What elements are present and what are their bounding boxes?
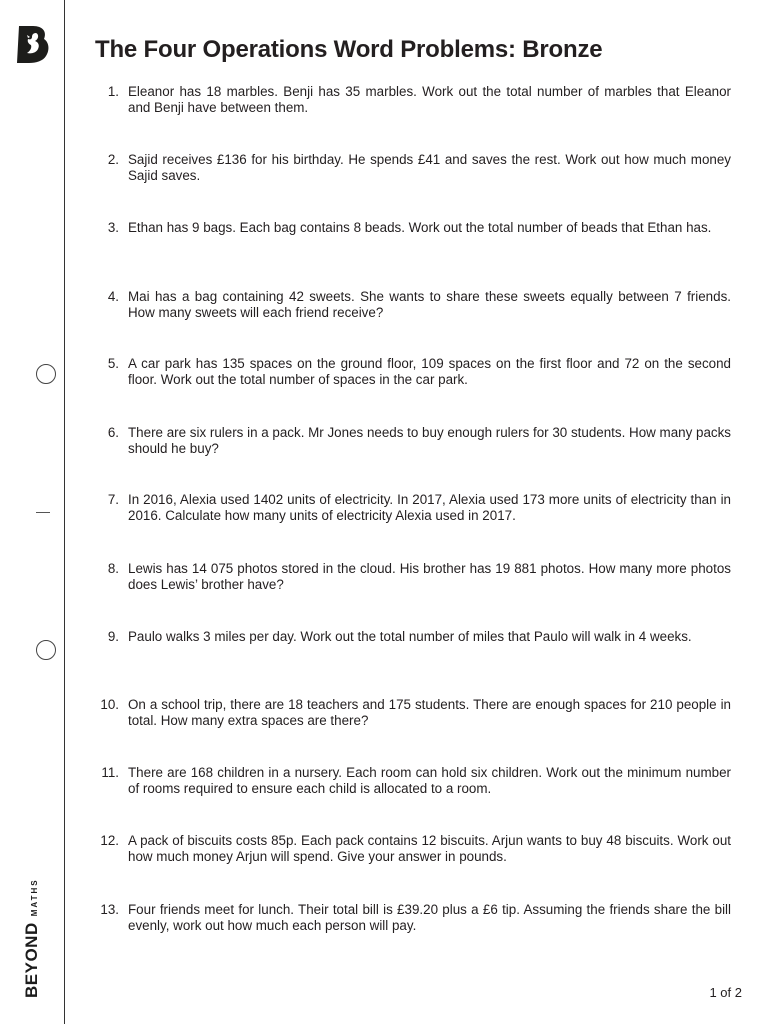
question-number: 11. [101,765,119,780]
question-text: Lewis has 14 075 photos stored in the cloud. His brother has 19 881 photos. How many more photos does Lewis’ brother have? [128,561,731,592]
question-item [90,833,731,865]
question-number: 9. [107,629,119,644]
question-text: Eleanor has 18 marbles. Benji has 35 marbles. Work out the total number of marbles that Eleanor and Benji have between them. [128,84,731,115]
brand-subtitle: MATHS [30,878,39,917]
question-item [90,492,731,524]
question-text: A pack of biscuits costs 85p. Each pack contains 12 biscuits. Arjun wants to buy 48 biscuits. Work out how much money Arjun will spend. Give your answer in pounds. [128,833,731,864]
question-number: 3. [107,220,119,235]
question-item [90,84,731,116]
question-text: Four friends meet for lunch. Their total bill is £39.20 plus a £6 tip. Assuming the friends share the bill evenly, work out how much each person will pay. [128,902,731,933]
question-text: In 2016, Alexia used 1402 units of electricity. In 2017, Alexia used 173 more units of electricity than in 2016. Calculate how many units of electricity Alexia used in 2017. [128,492,731,523]
question-number: 7. [107,492,119,507]
margin-line [64,0,65,1024]
brand-wordmark [22,878,42,998]
punch-hole-marker [36,640,56,660]
question-item [90,629,731,645]
question-item [90,289,731,321]
question-number: 2. [107,152,119,167]
question-number: 4. [107,289,119,304]
question-text: There are 168 children in a nursery. Each room can hold six children. Work out the minimum number of rooms required to ensure each child is allocated to a room. [128,765,731,796]
question-text: Ethan has 9 bags. Each bag contains 8 beads. Work out the total number of beads that Ethan has. [128,220,712,235]
question-item [90,561,731,593]
question-text: Sajid receives £136 for his birthday. He spends £41 and saves the rest. Work out how much money Sajid saves. [128,152,731,183]
page-title: The Four Operations Word Problems: Bronze [95,36,603,63]
question-text: A car park has 135 spaces on the ground floor, 109 spaces on the first floor and 72 on the second floor. Work out the total number of spaces in the car park. [128,356,731,387]
question-item [90,152,731,184]
question-number: 5. [107,356,119,371]
brand-name: BEYOND [22,922,41,998]
question-number: 1. [107,84,119,99]
question-item [90,697,731,729]
question-item [90,902,731,934]
question-text: There are six rulers in a pack. Mr Jones needs to buy enough rulers for 30 students. How many packs should he buy? [128,425,731,456]
beyond-b-logo-icon [16,24,50,64]
question-text: Mai has a bag containing 42 sweets. She wants to share these sweets equally between 7 friends. How many sweets will each friend receive? [128,289,731,320]
question-number: 8. [107,561,119,576]
question-number: 12. [100,833,119,848]
question-number: 10. [100,697,119,712]
question-item [90,765,731,797]
question-item [90,425,731,457]
question-text: On a school trip, there are 18 teachers and 175 students. There are enough spaces for 210 people in total. How many extra spaces are there? [128,697,731,728]
question-item [90,220,731,236]
question-number: 6. [107,425,119,440]
center-fold-mark [36,512,50,513]
question-item [90,356,731,388]
question-text: Paulo walks 3 miles per day. Work out the total number of miles that Paulo will walk in 4 weeks. [128,629,692,644]
page-number: 1 of 2 [709,985,742,1000]
punch-hole-marker [36,364,56,384]
question-number: 13. [100,902,119,917]
